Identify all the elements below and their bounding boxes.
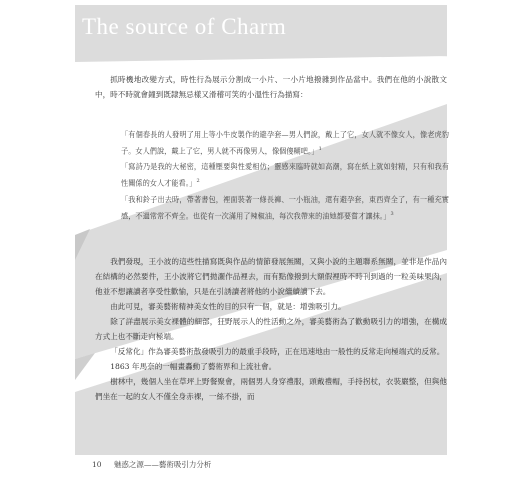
quote-item <box>119 128 449 158</box>
quote-text: 「我和鈴子出去時，帶著書包，裡面裝著一條長褲、一小瓶油，還有避孕套，東西齊全了，有一種充實感，不過常常不齊全。也從有一次滿用了辣椒油，每次我帶來的油她都要嘗才讓抹。」 <box>121 194 449 221</box>
page-number: 10 <box>92 460 102 469</box>
footnote-marker: 2 <box>196 178 200 185</box>
quote-text: 「有個春長的人發明了用上等小牛皮製作的避孕套—男人們說，戴上了它，女人就不像女人，像老虎豹子。女人們說，戴上了它，男人就不再像男人，像個傻糊吧。」 <box>121 130 449 156</box>
paragraph: 抓時機地改變方式，時性行為展示分割成一小片、一小片地撥雜到作品當中。我們在他的小說散文中，時不時就會鐘到既隸無忌樣又滑稽可笑的小溫性行為描寫： <box>95 75 447 99</box>
body-text-bottom <box>95 254 447 404</box>
quote-text: 「寫詩乃是我的大秘密，這種壓要與性愛相仿；靈感來臨時就如高潮，寫在紙上就如射精，只有和我有性關係的女人才能看。」 <box>121 162 449 188</box>
paragraph: 我們發現，王小波的這些性描寫既與作品的情節發展無關，又與小說的主題聯系無關，並非是作品內在結構的必然要件，王小波將它們拋灑作品裡去，而有點像撥到大額假裡時不時刊到過的一粒美味果肉，他並不想讓讀者享受性歡愉，只是在引誘讀者將他的小說繼續讀下去。 <box>95 257 447 296</box>
quote-item <box>119 160 449 190</box>
footnote-marker: 1 <box>318 146 322 152</box>
paragraph: 1863 年馬奈的一幅畫轟動了藝術界和上流社會。 <box>110 362 277 371</box>
quote-item <box>119 193 449 223</box>
paragraph: 「反常化」作為審美藝術散發吸引力的最重手段時，正在迅速地由一般性的反常走向極端式的反常。 <box>110 347 445 356</box>
paragraph: 由此可見，審美藝術精神美女性的目的只有一個，就是：增強吸引力。 <box>110 302 346 311</box>
body-text-top <box>95 72 447 102</box>
paragraph: 樹林中，幾個人坐在草坪上野餐聚會，兩個男人身穿禮服，頭戴禮帽，手持拐杖，衣裝嚴整，但與他們坐在一起的女人不僅全身赤裸，一絲不掛，而 <box>95 377 447 401</box>
quote-block <box>119 128 449 223</box>
footnote-marker: 3 <box>390 210 394 217</box>
book-title: 魅惑之源——藝術吸引力分析 <box>113 460 212 469</box>
header-title: The source of Charm <box>82 14 287 39</box>
paragraph: 除了詳盡展示美女裸體的細部，狂野展示人的性活動之外，審美藝術為了歡動吸引力的增強，在構成方式上也不斷走向極端。 <box>95 317 447 341</box>
page-footer <box>92 459 211 470</box>
